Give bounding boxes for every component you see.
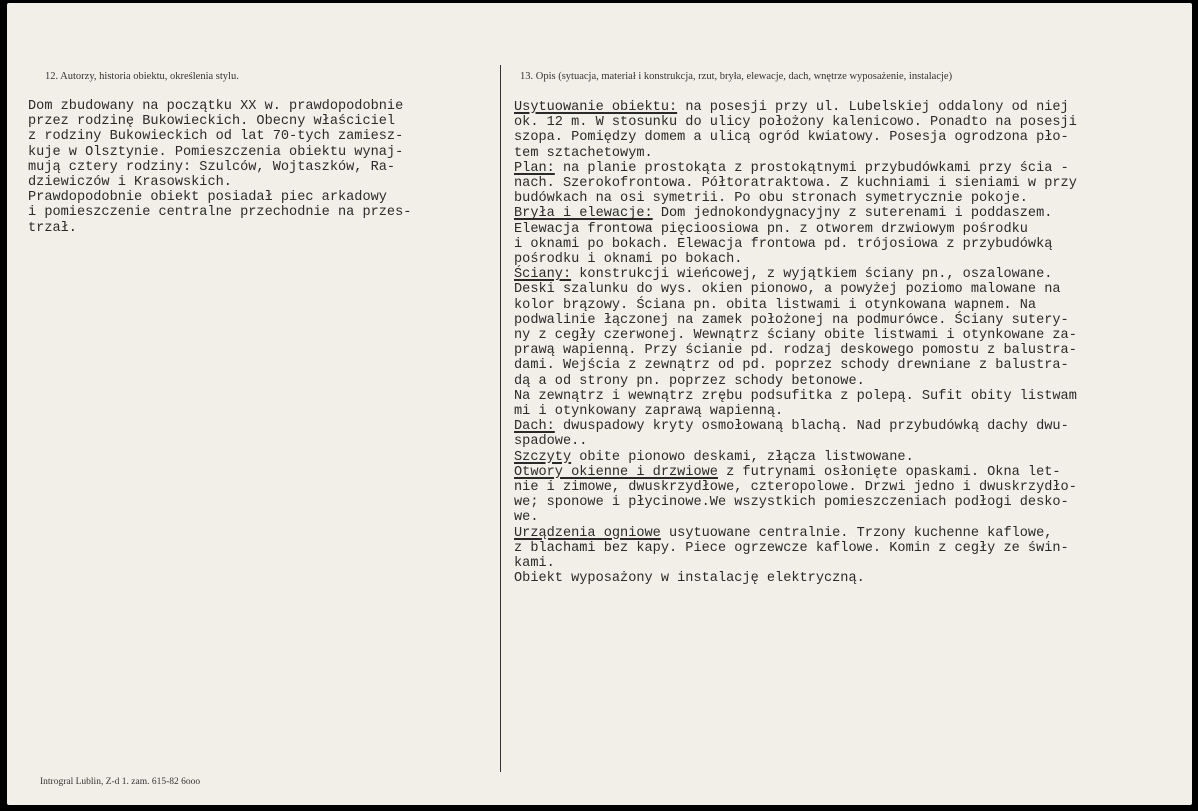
printer-imprint: Introgral Lublin, Z-d 1. zam. 615-82 6ooo bbox=[40, 777, 201, 787]
description-line bbox=[514, 222, 1077, 237]
description-line bbox=[514, 206, 1077, 221]
description-text-run: we. bbox=[514, 510, 539, 526]
description-text-run: Obiekt wyposażony w instalację elektryczną. bbox=[514, 571, 865, 587]
section-label: Usytuowanie obiektu: bbox=[514, 100, 678, 115]
description-text-run: ny z cegły czerwonej. Wewnątrz ściany obite listwami i otynkowane za- bbox=[514, 328, 1077, 344]
description-line bbox=[514, 146, 1077, 161]
description-line bbox=[514, 282, 1077, 297]
history-line: kuje w Olsztynie. Pomieszczenia obiektu wynaj- bbox=[28, 144, 404, 160]
description-line bbox=[514, 374, 1077, 389]
description-line bbox=[514, 328, 1077, 343]
history-line: trzał. bbox=[28, 220, 77, 236]
description-line bbox=[514, 434, 1077, 449]
description-line bbox=[514, 556, 1077, 571]
section-label: Urządzenia ogniowe bbox=[514, 525, 661, 541]
description-line bbox=[514, 571, 1077, 586]
description-text-run: podwalinie łączonej na zamek położonej na podmurówce. Ściany sutery- bbox=[514, 312, 1069, 328]
description-line bbox=[514, 313, 1077, 328]
description-text-run: nach. Szerokofrontowa. Półtoratraktowa. Z kuchniami i sieniami w przy bbox=[514, 176, 1077, 192]
description-line bbox=[514, 252, 1077, 267]
description-text-run: Deski szalunku do wys. okien pionowo, a powyżej poziomo malowane na bbox=[514, 282, 1061, 298]
description-text-run: obite pionowo deskami, złącza listwowane. bbox=[571, 449, 914, 465]
description-text-run: Dom jednokondygnacyjny z suterenami i poddaszem. bbox=[652, 206, 1053, 222]
description-line bbox=[514, 176, 1077, 191]
description-text-run: mi i otynkowany zaprawą wapienną. bbox=[514, 404, 784, 420]
history-line: z rodziny Bukowieckich od lat 70-tych zamiesz- bbox=[28, 129, 404, 145]
section-label: Plan: bbox=[514, 160, 555, 176]
history-line: Prawdopodobnie obiekt posiadał piec arkadowy bbox=[28, 190, 387, 206]
description-text bbox=[514, 100, 1077, 587]
description-text-run: z blachami bez kapy. Piece ogrzewcze kaflowe. Komin z cegły ze świn- bbox=[514, 540, 1069, 556]
description-line bbox=[514, 267, 1077, 282]
description-line bbox=[514, 343, 1077, 358]
description-text-run: ok. 12 m. W stosunku do ulicy położony kalenicowo. Ponadto na posesji bbox=[514, 115, 1077, 131]
description-text-run: Elewacja frontowa pięcioosiowa pn. z otworem drzwiowym pośrodku bbox=[514, 221, 1028, 237]
description-text-run: dwuspadowy kryty osmołowaną blachą. Nad przybudówką dachy dwu- bbox=[554, 419, 1069, 435]
description-line bbox=[514, 358, 1077, 373]
history-line: przez rodzinę Bukowieckich. Obecny właściciel bbox=[28, 114, 396, 130]
description-line bbox=[514, 510, 1077, 525]
description-line bbox=[514, 115, 1077, 130]
section-label: Bryła i elewacje: bbox=[514, 206, 653, 222]
history-line: Dom zbudowany na początku XX w. prawdopodobnie bbox=[28, 99, 404, 114]
description-text-run: tem sztachetowym. bbox=[514, 145, 653, 161]
description-text-run: szopa. Pomiędzy domem a ulicą ogród kwiatowy. Posesja ogrodzona pło- bbox=[514, 130, 1069, 146]
section-12-heading: 12. Autorzy, historia obiektu, określenia stylu. bbox=[45, 71, 239, 82]
description-text-run: na posesji przy ul. Lubelskiej oddalony od niej bbox=[677, 100, 1069, 115]
section-label: Otwory okienne i drzwiowe bbox=[514, 464, 718, 480]
description-line bbox=[514, 130, 1077, 145]
history-text bbox=[28, 99, 411, 236]
description-text-run: budówkach na osi symetrii. Po obu stronach symetrycznie pokoje. bbox=[514, 191, 1028, 207]
description-text-run: z futrynami osłonięte opaskami. Okna let- bbox=[717, 464, 1061, 480]
description-line bbox=[514, 237, 1077, 252]
description-text-run: kolor brązowy. Ściana pn. obita listwami i otynkowana wapnem. Na bbox=[514, 297, 1037, 313]
description-line bbox=[514, 541, 1077, 556]
description-line bbox=[514, 100, 1077, 115]
description-line bbox=[514, 191, 1077, 206]
description-line bbox=[514, 389, 1077, 404]
description-text-run: prawą wapienną. Przy ścianie pd. rodzaj deskowego pomostu z balustra- bbox=[514, 343, 1077, 359]
history-line: i pomieszczenie centralne przechodnie na przes- bbox=[28, 205, 412, 221]
section-label: Szczyty bbox=[514, 449, 572, 465]
description-text-run: konstrukcji wieńcowej, z wyjątkiem ściany pn., oszalowane. bbox=[571, 267, 1053, 283]
description-line bbox=[514, 526, 1077, 541]
column-divider bbox=[500, 65, 501, 772]
description-line bbox=[514, 465, 1077, 480]
description-text-run: dą a od strony pn. poprzez schody betonowe. bbox=[514, 373, 865, 389]
description-line bbox=[514, 419, 1077, 434]
description-text-run: pośrodku i oknami po bokach. bbox=[514, 252, 743, 268]
description-text-run: na planie prostokąta z prostokątnymi przybudówkami przy ścia - bbox=[554, 160, 1069, 176]
section-label: Ściany: bbox=[514, 267, 572, 283]
description-line bbox=[514, 480, 1077, 495]
section-13-heading: 13. Opis (sytuacja, materiał i konstrukcja, rzut, bryła, elewacje, dach, wnętrze wyposażenie, instalacje) bbox=[520, 71, 953, 82]
description-text-run: usytuowane centralnie. Trzony kuchenne kaflowe, bbox=[660, 525, 1053, 541]
description-text-run: spadowe.. bbox=[514, 434, 588, 450]
history-line: mują cztery rodziny: Szulców, Wojtaszków, Ra- bbox=[28, 159, 396, 175]
description-line bbox=[514, 298, 1077, 313]
description-text-run: i oknami po bokach. Elewacja frontowa pd. trójosiowa z przybudówką bbox=[514, 236, 1053, 252]
description-line bbox=[514, 450, 1077, 465]
history-line: dziewiczów i Krasowskich. bbox=[28, 175, 232, 191]
description-text-run: we; sponowe i płycinowe.We wszystkich pomieszczeniach podłogi desko- bbox=[514, 495, 1069, 511]
description-line bbox=[514, 404, 1077, 419]
description-text-run: nie i zimowe, dwuskrzydłowe, czteropolowe. Drzwi jedno i dwuskrzydło- bbox=[514, 480, 1077, 496]
description-text-run: kami. bbox=[514, 556, 555, 572]
description-text-run: dami. Wejścia z zewnątrz od pd. poprzez schody drewniane z balustra- bbox=[514, 358, 1069, 374]
record-card bbox=[7, 3, 1192, 805]
description-line bbox=[514, 495, 1077, 510]
description-text-run: Na zewnątrz i wewnątrz zrębu podsufitka z polepą. Sufit obity listwam bbox=[514, 388, 1077, 404]
section-label: Dach: bbox=[514, 419, 555, 435]
description-line bbox=[514, 161, 1077, 176]
